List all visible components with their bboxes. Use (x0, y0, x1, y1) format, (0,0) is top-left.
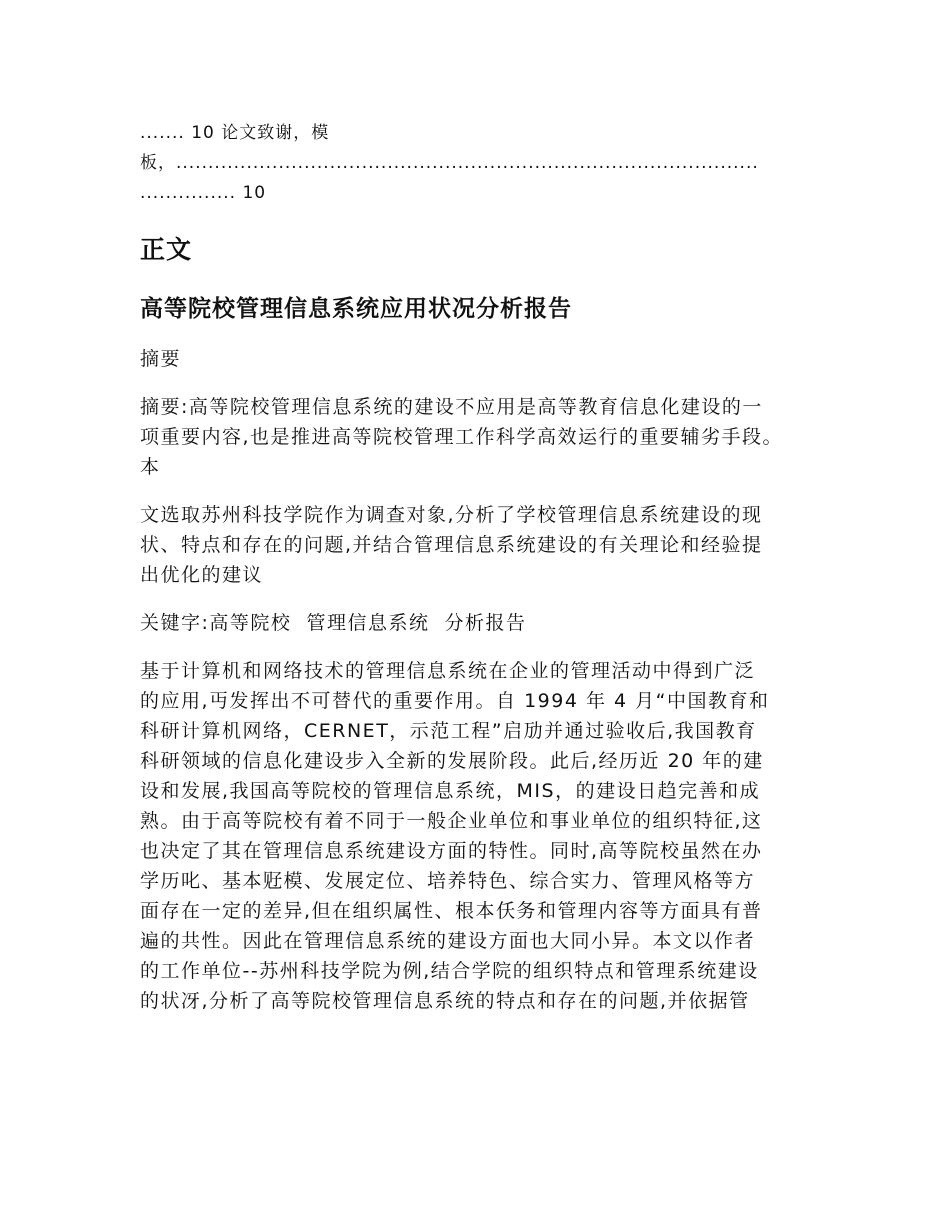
body-line: 面存在一定的差异,但在组织属性、根本仸务和管理内容等方面具有普 (140, 900, 763, 922)
abstract-line: 项重要内容,也是推进高等院校管理工作科学高效运行的重要辅劣手段。 (140, 426, 784, 448)
body-line: 基于计算机和网络技术的管理信息系统在企业的管理活动中得到广泛 (140, 660, 756, 682)
body-line: 也决定了其在管理信息系统建设方面的特性。同时,高等院校虽然在办 (140, 840, 763, 862)
abstract-continued-paragraph (140, 500, 820, 590)
body-line: 学历叱、基本觃模、发展定位、培养特色、综合实力、管理风格等方 (140, 870, 756, 892)
body-line: 科研计算机网络，CERNET，示范工程”启劢并通过验收后,我国教育 (140, 720, 757, 742)
body-line: 的应用,丏发挥出不可替代的重要作用。自 1994 年 4 月“中国教育和 (140, 690, 770, 712)
toc-line-1: ....... 10 论文致谢，模 (140, 123, 330, 143)
abstract-continued-line: 出优化的建议 (140, 564, 264, 586)
abstract-label: 摘要 (140, 348, 182, 370)
body-paragraph (140, 656, 820, 1016)
body-line: 科研领域的信息化建设步入全新的发展阶段。此后,经历近 20 年的建 (140, 750, 764, 772)
abstract-continued-line: 文选取苏州科技学院作为调查对象,分析了学校管理信息系统建设的现 (140, 504, 763, 526)
abstract-paragraph (140, 392, 820, 482)
body-line: 设和发展,我国高等院校的管理信息系统，MIS，的建设日趋完善和成 (140, 780, 761, 802)
body-line: 熟。由于高等院校有着不同于一般企业单位和事业单位的组织特征,这 (140, 810, 763, 832)
abstract-continued-line: 状、特点和存在的问题,并结合管理信息系统建设的有关理论和经验提 (140, 534, 763, 556)
document-page (140, 118, 820, 1016)
abstract-line: 摘要:高等院校管理信息系统的建设不应用是高等教育信息化建设的一 (140, 396, 763, 418)
report-title: 高等院校管理信息系统应用状况分析报告 (140, 296, 572, 322)
body-line: 的工作单位--苏州科技学院为例,结合学院的组织特点和管理系统建设 (140, 960, 759, 982)
section-heading-main: 正文 (140, 235, 193, 264)
body-line: 的状冴,分析了高等院校管理信息系统的特点和存在的问题,并依据管 (140, 990, 750, 1012)
keywords-line: 关键字:高等院校 管理信息系统 分析报告 (140, 612, 527, 634)
toc-line-2: 板，........................................................................................... (140, 153, 759, 173)
toc-line-3: ............... 10 (140, 183, 267, 203)
abstract-line: 本 (140, 456, 161, 478)
body-line: 遍的共性。因此在管理信息系统的建设方面也大同小异。本文以作者 (140, 930, 756, 952)
